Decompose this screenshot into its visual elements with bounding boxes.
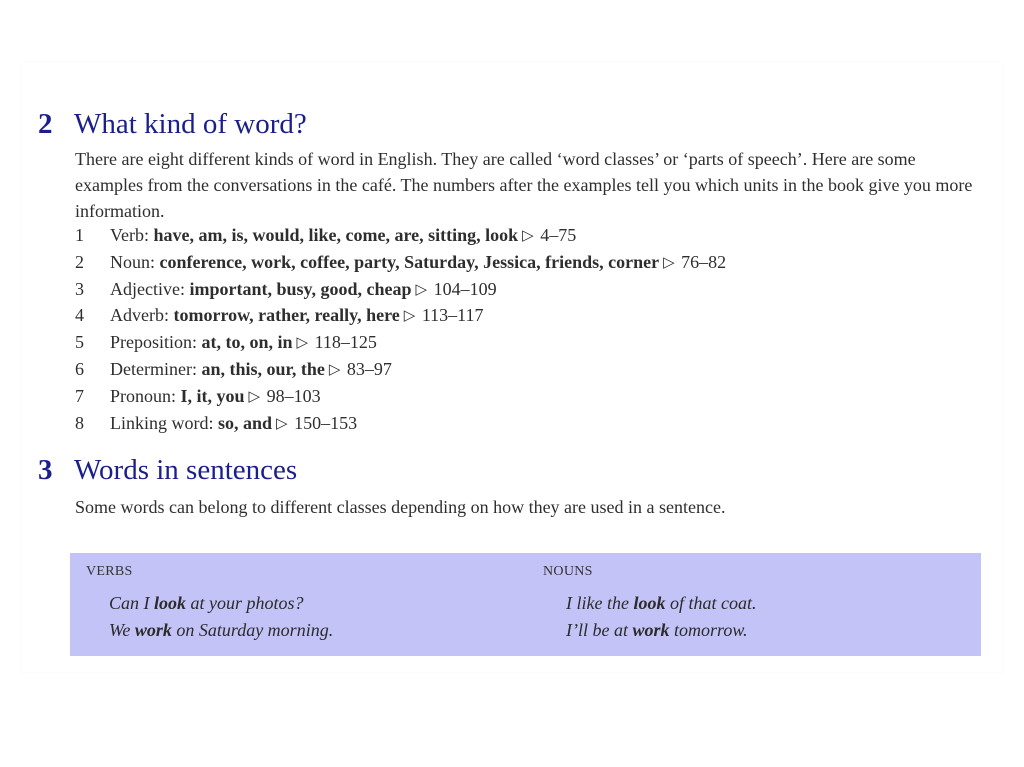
item-number: 7: [75, 385, 84, 406]
example-words: an, this, our, the: [201, 358, 325, 379]
word-class-label: Adverb:: [110, 305, 169, 326]
example-words: I, it, you: [180, 385, 245, 406]
section-3-heading: [38, 454, 297, 486]
sentence-part: of that coat.: [665, 593, 757, 613]
highlighted-word: work: [134, 620, 172, 640]
triangle-right-outline-icon: ▷: [328, 361, 341, 378]
unit-reference: 104–109: [433, 278, 497, 299]
sentence-part: at your photos?: [186, 593, 304, 613]
word-class-label: Adjective:: [110, 278, 185, 299]
unit-reference: 150–153: [294, 412, 358, 433]
unit-reference: 118–125: [314, 332, 377, 353]
section-3-intro: Some words can belong to different classes depending on how they are used in a sentence.: [75, 497, 726, 517]
section-number: 2: [38, 108, 53, 140]
sentence-part: I like the: [566, 593, 634, 613]
example-words: tomorrow, rather, really, here: [173, 305, 400, 326]
sentence-part: Can I: [109, 593, 154, 613]
example-sentence: [566, 620, 748, 641]
item-number: 8: [75, 412, 84, 433]
example-sentence: [109, 620, 333, 641]
unit-reference: 4–75: [540, 225, 577, 245]
highlighted-word: look: [633, 593, 666, 613]
list-item: [75, 303, 726, 330]
item-number: 2: [75, 251, 84, 272]
triangle-right-outline-icon: ▷: [248, 388, 261, 405]
item-number: 3: [75, 278, 84, 299]
triangle-right-outline-icon: ▷: [522, 228, 534, 244]
item-number: 6: [75, 358, 84, 379]
list-item: [75, 357, 726, 384]
section-2-heading: [38, 108, 307, 140]
section-title: What kind of word?: [74, 108, 307, 140]
nouns-heading: NOUNS: [543, 564, 593, 579]
unit-reference: 83–97: [346, 358, 392, 379]
triangle-right-outline-icon: ▷: [415, 281, 428, 298]
word-class-label: Linking word:: [110, 412, 214, 433]
unit-reference: 98–103: [266, 385, 321, 406]
highlighted-word: work: [632, 620, 670, 640]
section-2-intro: There are eight different kinds of word in English. They are called ‘word classes’ or ‘parts of speech’. Here are some examples from the conversations in the café. The numbers after the examples tell you which units in the book give you more information.: [75, 149, 973, 221]
section-title: Words in sentences: [74, 454, 298, 486]
triangle-right-outline-icon: ▷: [296, 335, 309, 352]
list-item: [75, 411, 726, 438]
triangle-right-outline-icon: ▷: [663, 254, 675, 271]
word-class-label: Determiner:: [110, 358, 197, 379]
example-box: [70, 553, 981, 656]
word-class-list: [75, 223, 726, 437]
example-sentence: [109, 593, 304, 614]
unit-reference: 76–82: [681, 251, 727, 272]
list-item: [75, 384, 726, 411]
example-words: have, am, is, would, like, come, are, sitting, look: [153, 225, 519, 245]
sentence-part: on Saturday morning.: [171, 620, 334, 640]
section-number: 3: [38, 454, 53, 486]
word-class-label: Pronoun:: [110, 385, 177, 406]
highlighted-word: look: [154, 593, 187, 613]
item-number: 4: [75, 305, 84, 326]
sentence-part: We: [109, 620, 135, 640]
triangle-right-outline-icon: ▷: [403, 308, 416, 325]
sentence-part: tomorrow.: [669, 620, 748, 640]
example-words: important, busy, good, cheap: [189, 278, 412, 299]
list-item: [75, 250, 726, 277]
list-item: [75, 277, 726, 304]
word-class-label: Verb:: [110, 225, 149, 245]
list-item: [75, 330, 726, 357]
unit-reference: 113–117: [421, 305, 484, 326]
list-item: [75, 223, 726, 250]
word-class-label: Noun:: [110, 251, 155, 272]
example-sentence: [566, 593, 756, 614]
sentence-part: I’ll be at: [566, 620, 633, 640]
example-words: at, to, on, in: [201, 332, 293, 353]
example-words: so, and: [218, 412, 273, 433]
verbs-heading: VERBS: [86, 564, 133, 579]
triangle-right-outline-icon: ▷: [276, 415, 288, 432]
word-class-label: Preposition:: [110, 332, 198, 353]
example-words: conference, work, coffee, party, Saturday, Jessica, friends, corner: [159, 251, 660, 272]
item-number: 5: [75, 332, 84, 353]
item-number: 1: [75, 225, 84, 245]
